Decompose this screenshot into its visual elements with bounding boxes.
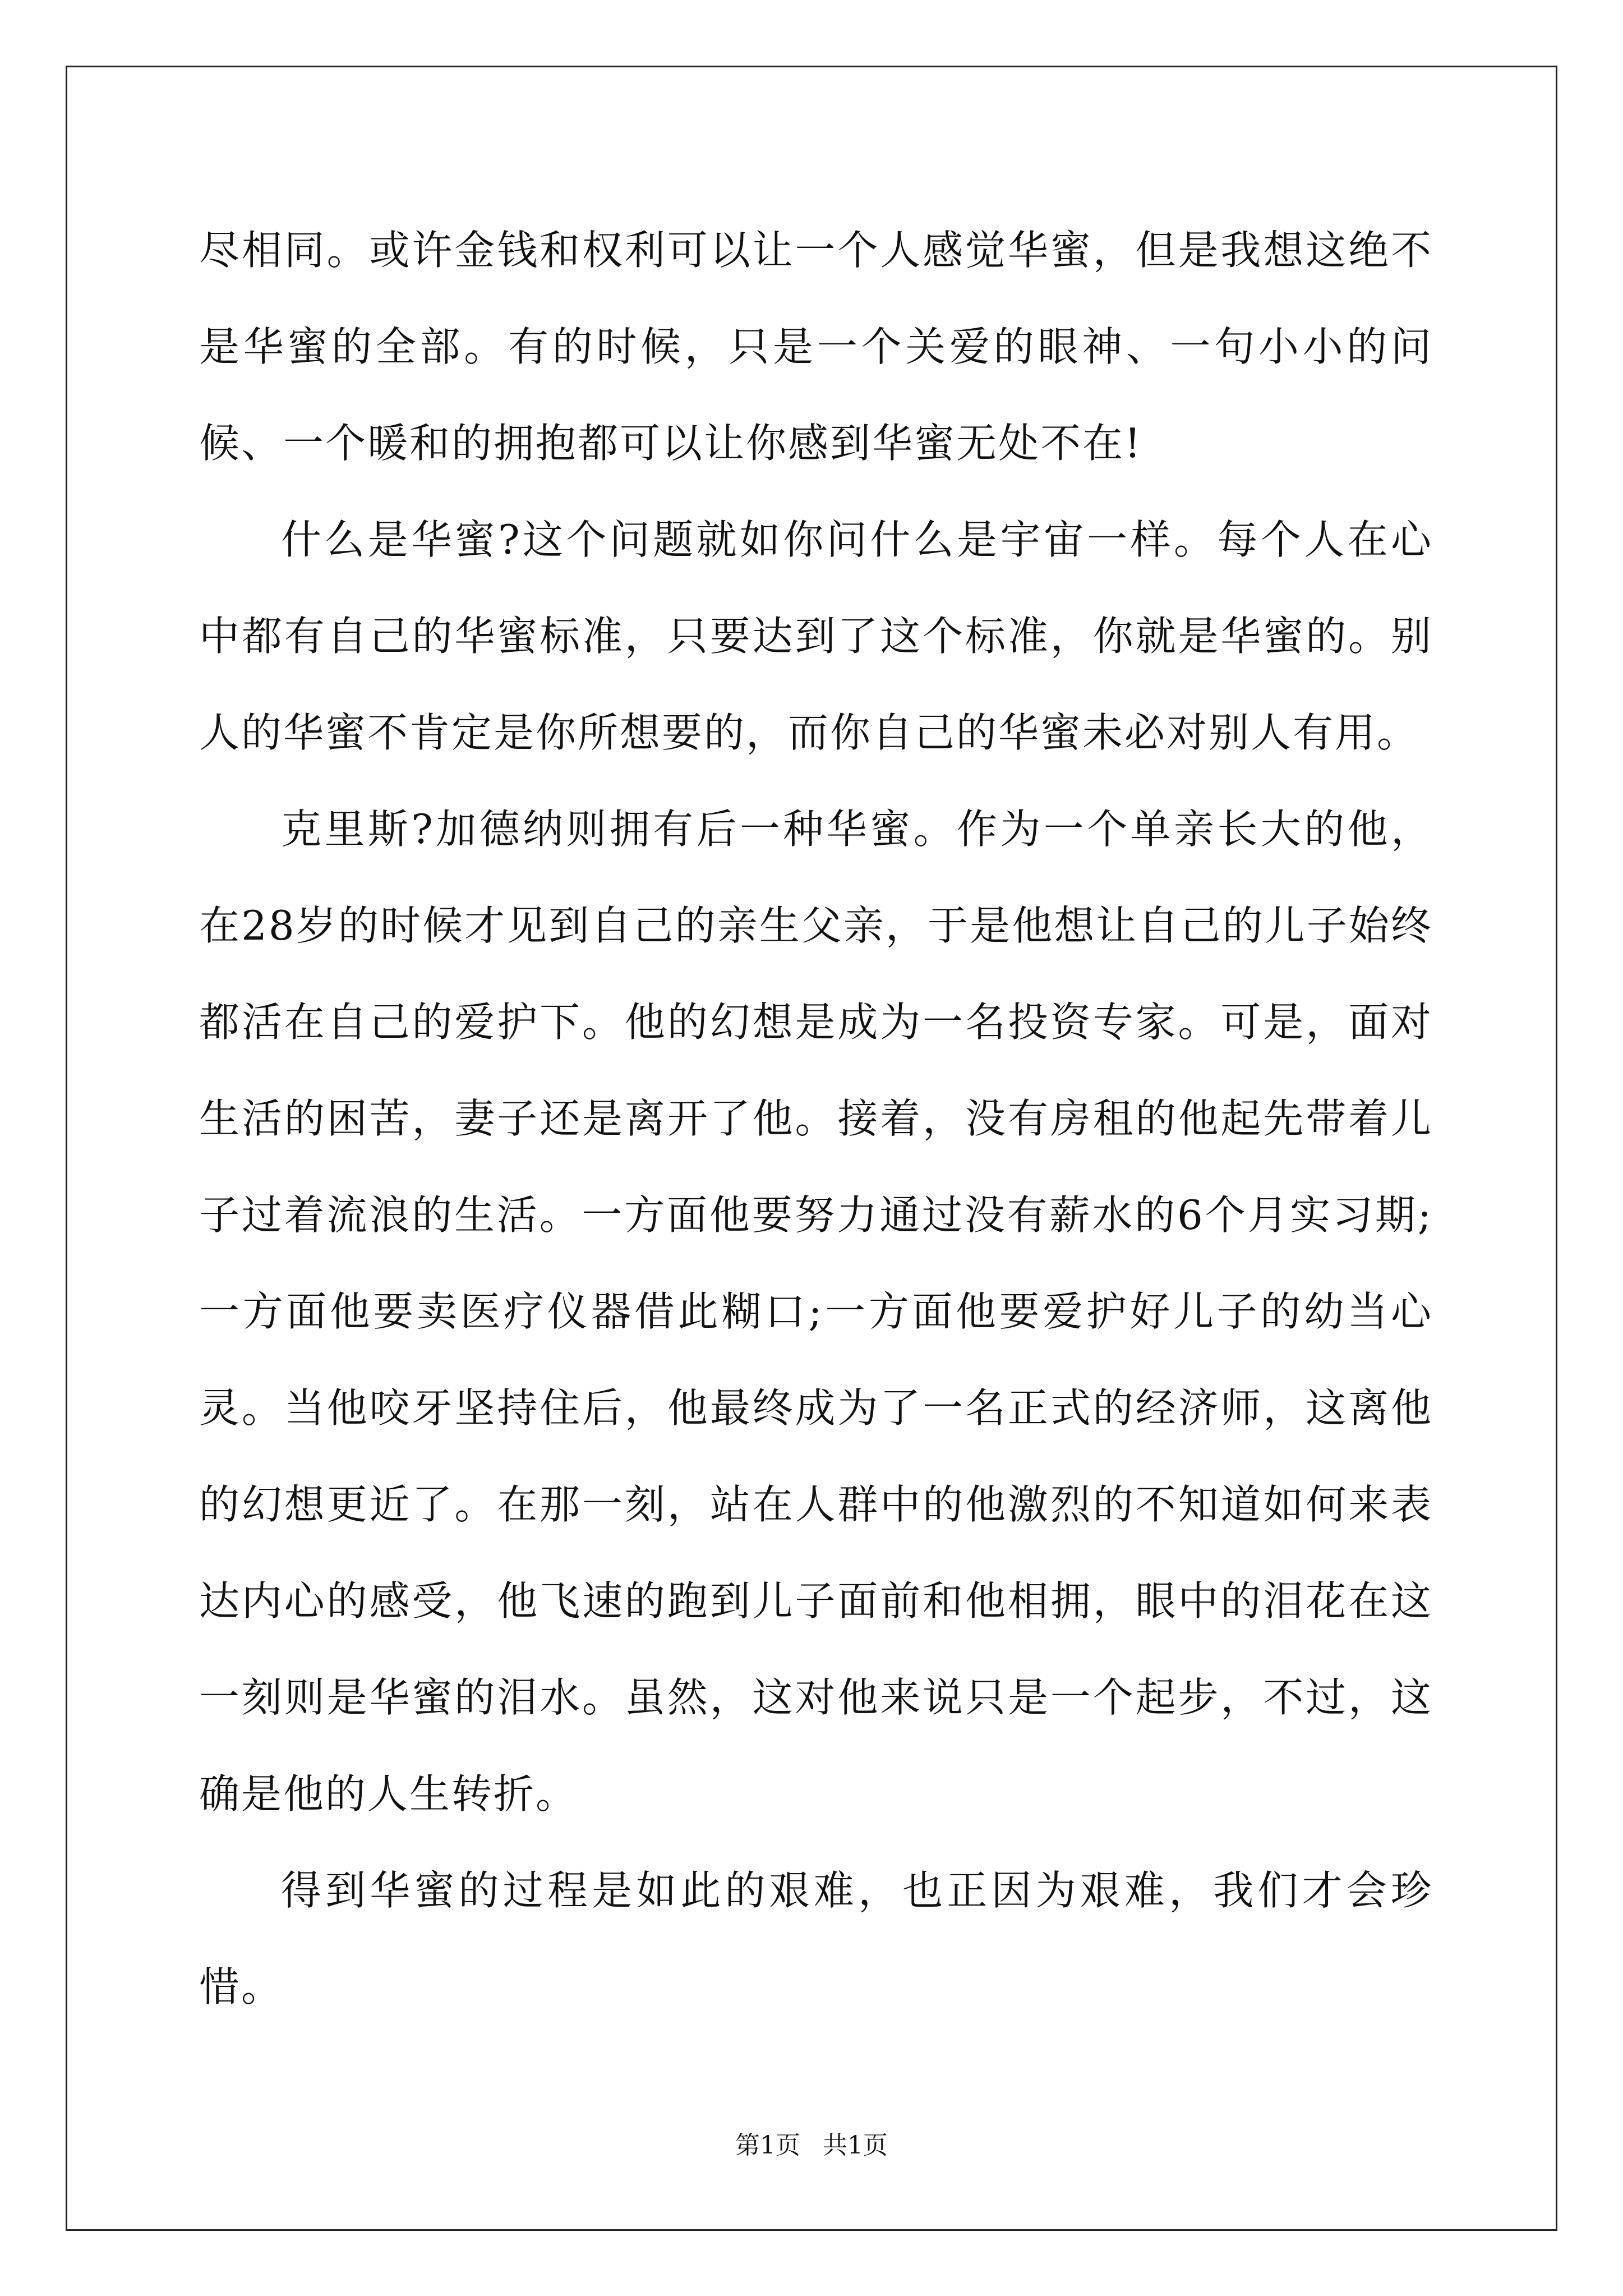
paragraph-2: 什么是华蜜?这个问题就如你问什么是宇宙一样。每个人在心中都有自己的华蜜标准，只要达到了这个标准，你就是华蜜的。别人的华蜜不肯定是你所想要的，而你自己的华蜜未必对别人有用。 — [199, 516, 1433, 756]
page-total: 共1页 — [823, 2131, 888, 2160]
document-body — [199, 202, 1433, 2035]
paragraph-4: 得到华蜜的过程是如此的艰难，也正因为艰难，我们才会珍惜。 — [199, 1867, 1433, 2010]
paragraph-3: 克里斯?加德纳则拥有后一种华蜜。作为一个单亲长大的他，在28岁的时候才见到自己的亲生父亲，于是他想让自己的儿子始终都活在自己的爱护下。他的幻想是成为一名投资专家。可是，面对生活的困苦，妻子还是离开了他。接着，没有房租的他起先带着儿子过着流浪的生活。一方面他要努力通过没有薪水的6个月实习期;一方面他要卖医疗仪器借此糊口;一方面他要爱护好儿子的幼当心灵。当他咬牙坚持住后，他最终成为了一名正式的经济师，这离他的幻想更近了。在那一刻，站在人群中的他激烈的不知道如何来表达内心的感受，他飞速的跑到儿子面前和他相拥，眼中的泪花在这一刻则是华蜜的泪水。虽然，这对他来说只是一个起步，不过，这确是他的人生转折。 — [199, 806, 1433, 1818]
paragraph-1: 尽相同。或许金钱和权利可以让一个人感觉华蜜，但是我想这绝不是华蜜的全部。有的时候，只是一个关爱的眼神、一句小小的问候、一个暖和的拥抱都可以让你感到华蜜无处不在! — [199, 227, 1433, 467]
page-number: 第1页 — [735, 2131, 800, 2160]
page-footer — [0, 2129, 1623, 2162]
